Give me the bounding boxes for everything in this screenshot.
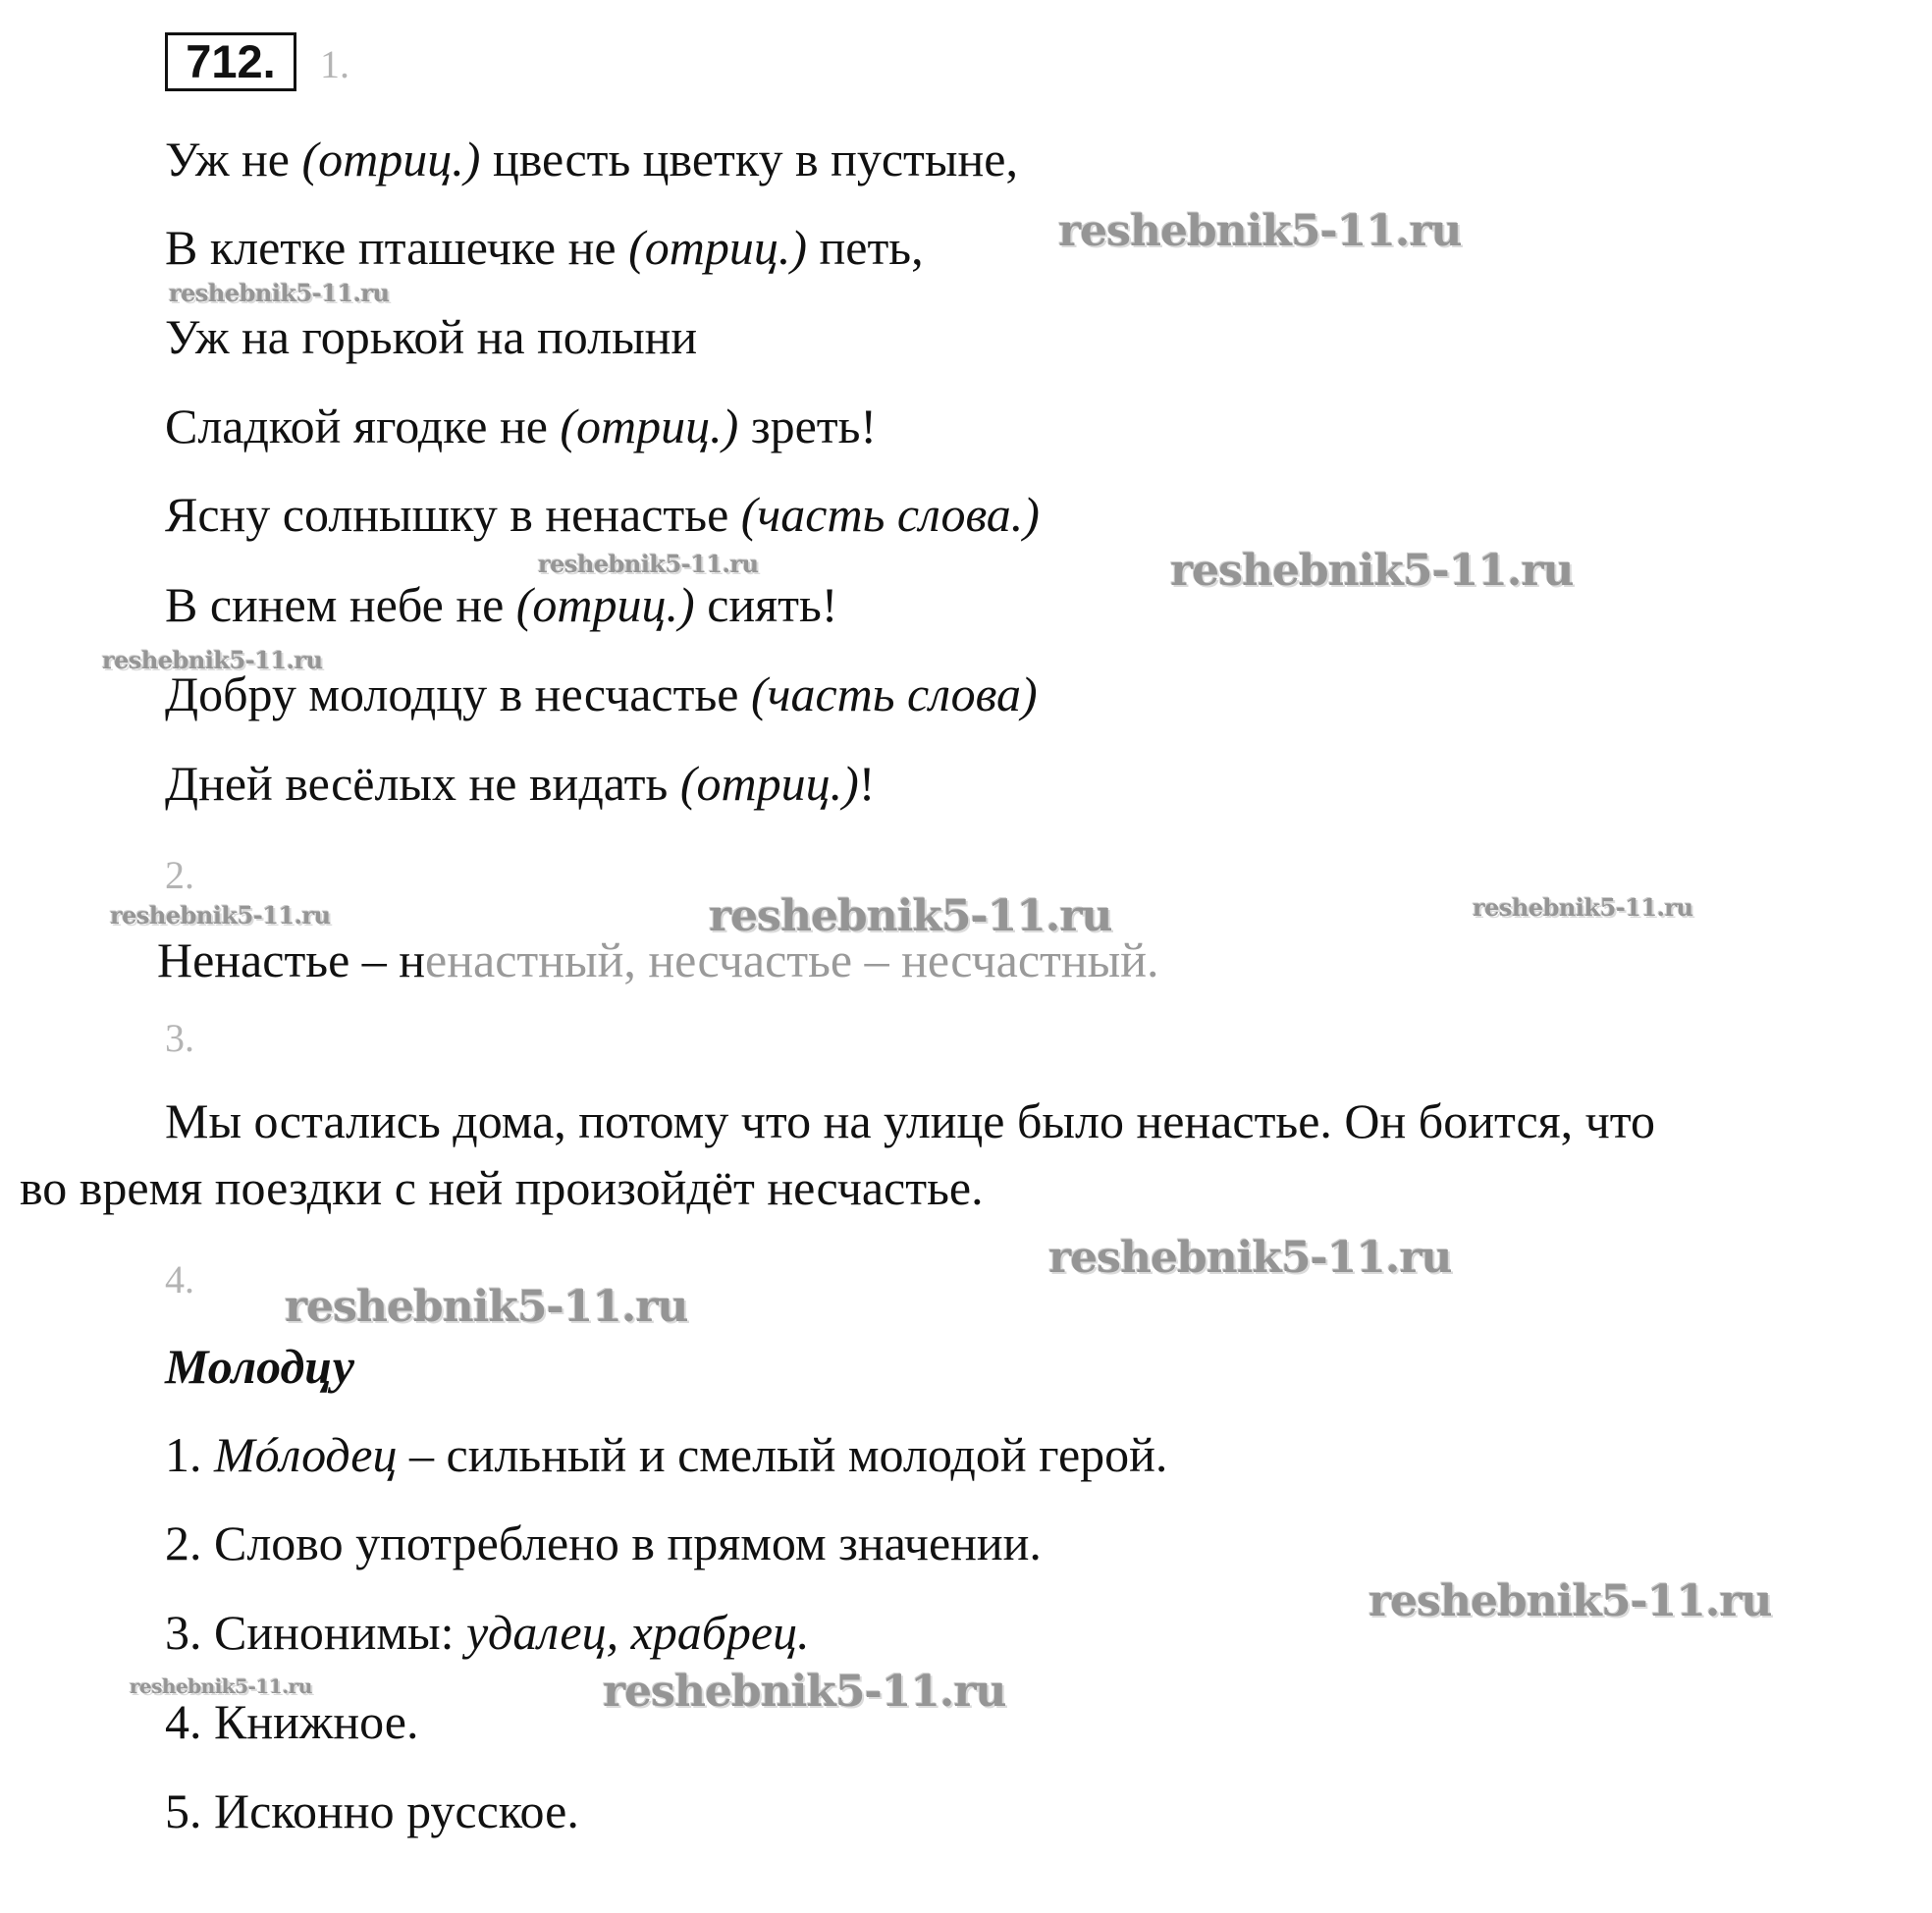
answer-item-4: 4. Книжное. [165, 1694, 419, 1749]
poem-line-8: Дней весёлых не видать (отриц.)! [165, 756, 876, 811]
answer-item-5: 5. Исконно русское. [165, 1783, 579, 1838]
section-2-number: 2. [165, 853, 194, 897]
answer-item-3: 3. Синонимы: удалец, храбрец. [165, 1605, 810, 1660]
watermark: reshebnik5-11.ru [709, 891, 1112, 941]
watermark: reshebnik5-11.ru [169, 279, 390, 307]
watermark: reshebnik5-11.ru [285, 1282, 688, 1332]
section-3-line-1: Мы остались дома, потому что на улице было ненастье. Он боится, что [165, 1093, 1655, 1148]
watermark: reshebnik5-11.ru [130, 1674, 312, 1698]
section-4-heading: Молодцу [165, 1339, 354, 1394]
section-3-number: 3. [165, 1016, 194, 1060]
section-1-number: 1. [320, 42, 349, 86]
answer-item-1: 1. Мóлодец – сильный и смелый молодой герой. [165, 1427, 1168, 1482]
watermark: reshebnik5-11.ru [1048, 1233, 1452, 1283]
watermark: reshebnik5-11.ru [603, 1667, 1006, 1717]
poem-line-4: Сладкой ягодке не (отриц.) зреть! [165, 399, 878, 453]
poem-line-6: В синем небе не (отриц.) сиять! [165, 577, 838, 632]
watermark: reshebnik5-11.ru [538, 550, 759, 578]
section-3-line-2: во время поездки с ней произойдёт несчастье. [20, 1160, 984, 1215]
poem-line-2: В клетке пташечке не (отриц.) петь, [165, 220, 924, 275]
watermark: reshebnik5-11.ru [1170, 546, 1574, 596]
watermark: reshebnik5-11.ru [110, 901, 331, 930]
watermark: reshebnik5-11.ru [102, 646, 323, 674]
watermark: reshebnik5-11.ru [1058, 206, 1462, 256]
poem-line-5: Ясну солнышку в ненастье (часть слова.) [165, 487, 1040, 542]
section-2-text: Ненастье – ненастный, несчастье – несчастный. [157, 932, 1159, 987]
watermark: reshebnik5-11.ru [1473, 893, 1693, 922]
watermark: reshebnik5-11.ru [1368, 1576, 1772, 1626]
poem-line-3: Уж на горькой на полыни [165, 309, 698, 364]
exercise-number: 712. [165, 32, 296, 91]
poem-line-7: Добру молодцу в несчастье (часть слова) [165, 666, 1038, 721]
poem-line-1: Уж не (отриц.) цвесть цветку в пустыне, [165, 132, 1018, 186]
answer-item-2: 2. Слово употреблено в прямом значении. [165, 1515, 1042, 1570]
section-4-number: 4. [165, 1257, 194, 1302]
